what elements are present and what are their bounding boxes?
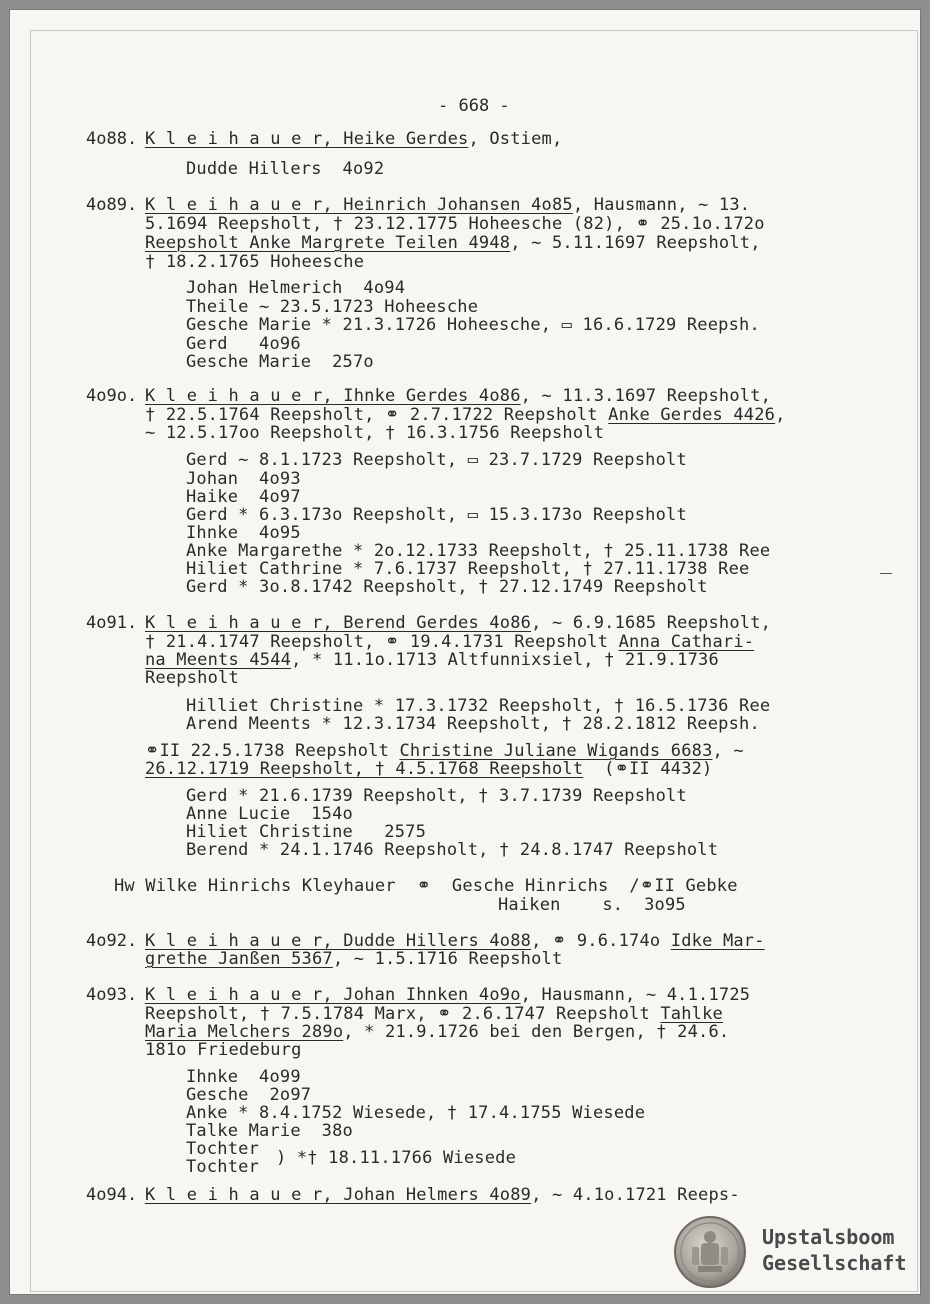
entry-4088-child-1: Dudde Hillers 4o92 (186, 159, 385, 179)
entry-4089-line-1: K l e i h a u e r, Heinrich Johansen 4o85, Hausmann, ~ 13. (145, 195, 751, 215)
entry-4090-line-3: ~ 12.5.17oo Reepsholt, † 16.3.1756 Reepsholt (145, 423, 605, 443)
entry-4093-child-6: Tochter (186, 1157, 260, 1177)
entry-4093-line-1: K l e i h a u e r, Johan Ihnken 4o9o, Hausmann, ~ 4.1.1725 (145, 985, 751, 1005)
entry-number-4090: 4o9o. (86, 386, 138, 406)
entry-4091-child-1: Hilliet Christine * 17.3.1732 Reepsholt, † 16.5.1736 Ree (186, 696, 771, 716)
entry-4090-child-5: Ihnke 4o95 (186, 523, 301, 543)
entry-4091-line-1: K l e i h a u e r, Berend Gerdes 4o86, ~ 6.9.1685 Reepsholt, (145, 613, 772, 633)
entry-number-4089: 4o89. (86, 195, 138, 215)
entry-4094-line-1: K l e i h a u e r, Johan Helmers 4o89, ~ 4.1o.1721 Reeps- (145, 1185, 740, 1205)
entry-4092-line-1: K l e i h a u e r, Dudde Hillers 4o88, ⚭ 9.6.174o Idke Mar- (145, 931, 765, 951)
entry-4089-child-2: Theile ~ 23.5.1723 Hoheesche (186, 297, 479, 317)
entry-number-4093: 4o93. (86, 985, 138, 1005)
page-number: - 668 - (438, 96, 510, 116)
entry-4090-line-1: K l e i h a u e r, Ihnke Gerdes 4o86, ~ 11.3.1697 Reepsholt, (145, 386, 772, 406)
entry-4089-child-5: Gesche Marie 257o (186, 352, 374, 372)
entry-4091-name: K l e i h a u e r, Berend Gerdes 4o86 (145, 613, 532, 633)
entry-4093-name: K l e i h a u e r, Johan Ihnken 4o9o (145, 985, 521, 1005)
hw-note-line-2: Haiken s. 3o95 (498, 895, 686, 915)
entry-4093-child-2: Gesche 2o97 (186, 1085, 312, 1105)
entry-4091-line-3: na Meents 4544, * 11.1o.1713 Altfunnixsiel, † 21.9.1736 (145, 650, 719, 670)
entry-4089-child-1: Johan Helmerich 4o94 (186, 278, 406, 298)
entry-4091-marriage-2-line-1: ⚭II 22.5.1738 Reepsholt Christine Juliane Wigands 6683, ~ (145, 741, 744, 761)
entry-4090-child-8: Gerd * 3o.8.1742 Reepsholt, † 27.12.1749 Reepsholt (186, 577, 708, 597)
entry-4090-child-1: Gerd ~ 8.1.1723 Reepsholt, ▭ 23.7.1729 Reepsholt (186, 450, 687, 470)
entry-4089-child-4: Gerd 4o96 (186, 334, 301, 354)
entry-4091-line-2: † 21.4.1747 Reepsholt, ⚭ 19.4.1731 Reepsholt Anna Cathari- (145, 632, 755, 652)
margin-dash (880, 573, 892, 574)
document-page (10, 10, 920, 1294)
entry-4094-name: K l e i h a u e r, Johan Helmers 4o89 (145, 1185, 532, 1205)
entry-4093-child-1: Ihnke 4o99 (186, 1067, 301, 1087)
entry-number-4092: 4o92. (86, 931, 138, 951)
entry-4093-child-4: Talke Marie 38o (186, 1121, 353, 1141)
entry-4092-name: K l e i h a u e r, Dudde Hillers 4o88 (145, 931, 532, 951)
entry-4091-child-6: Berend * 24.1.1746 Reepsholt, † 24.8.1747 Reepsholt (186, 840, 719, 860)
logo-text-line-1: Upstalsboom (762, 1225, 895, 1249)
upstalsboom-logo (670, 1215, 920, 1289)
entry-4093-line-3: Maria Melchers 289o, * 21.9.1726 bei den Bergen, † 24.6. (145, 1022, 730, 1042)
entry-4092-line-2: grethe Janßen 5367, ~ 1.5.1716 Reepsholt (145, 949, 563, 969)
entry-4090-child-6: Anke Margarethe * 2o.12.1733 Reepsholt, † 25.11.1738 Ree (186, 541, 771, 561)
entry-4093-child-5: Tochter (186, 1139, 260, 1159)
entry-number-4094: 4o94. (86, 1185, 138, 1205)
entry-4093-child-3: Anke * 8.4.1752 Wiesede, † 17.4.1755 Wiesede (186, 1103, 646, 1123)
entry-4091-child-2: Arend Meents * 12.3.1734 Reepsholt, † 28.2.1812 Reepsh. (186, 714, 760, 734)
entry-4090-child-7: Hiliet Cathrine * 7.6.1737 Reepsholt, † 27.11.1738 Ree (186, 559, 750, 579)
entry-4090-child-2: Johan 4o93 (186, 469, 301, 489)
entry-4090-child-3: Haike 4o97 (186, 487, 301, 507)
entry-4091-child-3: Gerd * 21.6.1739 Reepsholt, † 3.7.1739 Reepsholt (186, 786, 687, 806)
entry-4089-line-2: 5.1694 Reepsholt, † 23.12.1775 Hoheesche (82), ⚭ 25.1o.172o (145, 214, 765, 234)
entry-4089-child-3: Gesche Marie * 21.3.1726 Hoheesche, ▭ 16.6.1729 Reepsh. (186, 315, 760, 335)
hw-note-line-1: Hw Wilke Hinrichs Kleyhauer ⚭ Gesche Hinrichs /⚭II Gebke (114, 876, 738, 896)
entry-4088-line-1: K l e i h a u e r, Heike Gerdes, Ostiem, (145, 129, 563, 149)
entry-4093-line-4: 181o Friedeburg (145, 1040, 302, 1060)
entry-4091-child-5: Hiliet Christine 2575 (186, 822, 427, 842)
logo-text-line-2: Gesellschaft (762, 1251, 907, 1275)
seal-icon (670, 1215, 750, 1289)
entry-4088-name: K l e i h a u e r, Heike Gerdes (145, 129, 469, 149)
entry-4093-twins-note: ) *† 18.11.1766 Wiesede (276, 1148, 517, 1168)
entry-4091-line-4: Reepsholt (145, 668, 239, 688)
entry-number-4091: 4o91. (86, 613, 138, 633)
entry-4090-name: K l e i h a u e r, Ihnke Gerdes 4o86 (145, 386, 521, 406)
entry-4091-child-4: Anne Lucie 154o (186, 804, 353, 824)
entry-4089-line-3: Reepsholt Anke Margrete Teilen 4948, ~ 5.11.1697 Reepsholt, (145, 233, 761, 253)
entry-4090-child-4: Gerd * 6.3.173o Reepsholt, ▭ 15.3.173o Reepsholt (186, 505, 687, 525)
entry-4090-line-2: † 22.5.1764 Reepsholt, ⚭ 2.7.1722 Reepsholt Anke Gerdes 4426, (145, 405, 786, 425)
entry-4089-line-4: † 18.2.1765 Hoheesche (145, 252, 365, 272)
entry-4089-name: K l e i h a u e r, Heinrich Johansen 4o85 (145, 195, 573, 215)
entry-4093-line-2: Reepsholt, † 7.5.1784 Marx, ⚭ 2.6.1747 Reepsholt Tahlke (145, 1004, 723, 1024)
entry-number-4088: 4o88. (86, 129, 138, 149)
entry-4091-marriage-2-line-2: 26.12.1719 Reepsholt, † 4.5.1768 Reepsholt (⚭II 4432) (145, 759, 713, 779)
